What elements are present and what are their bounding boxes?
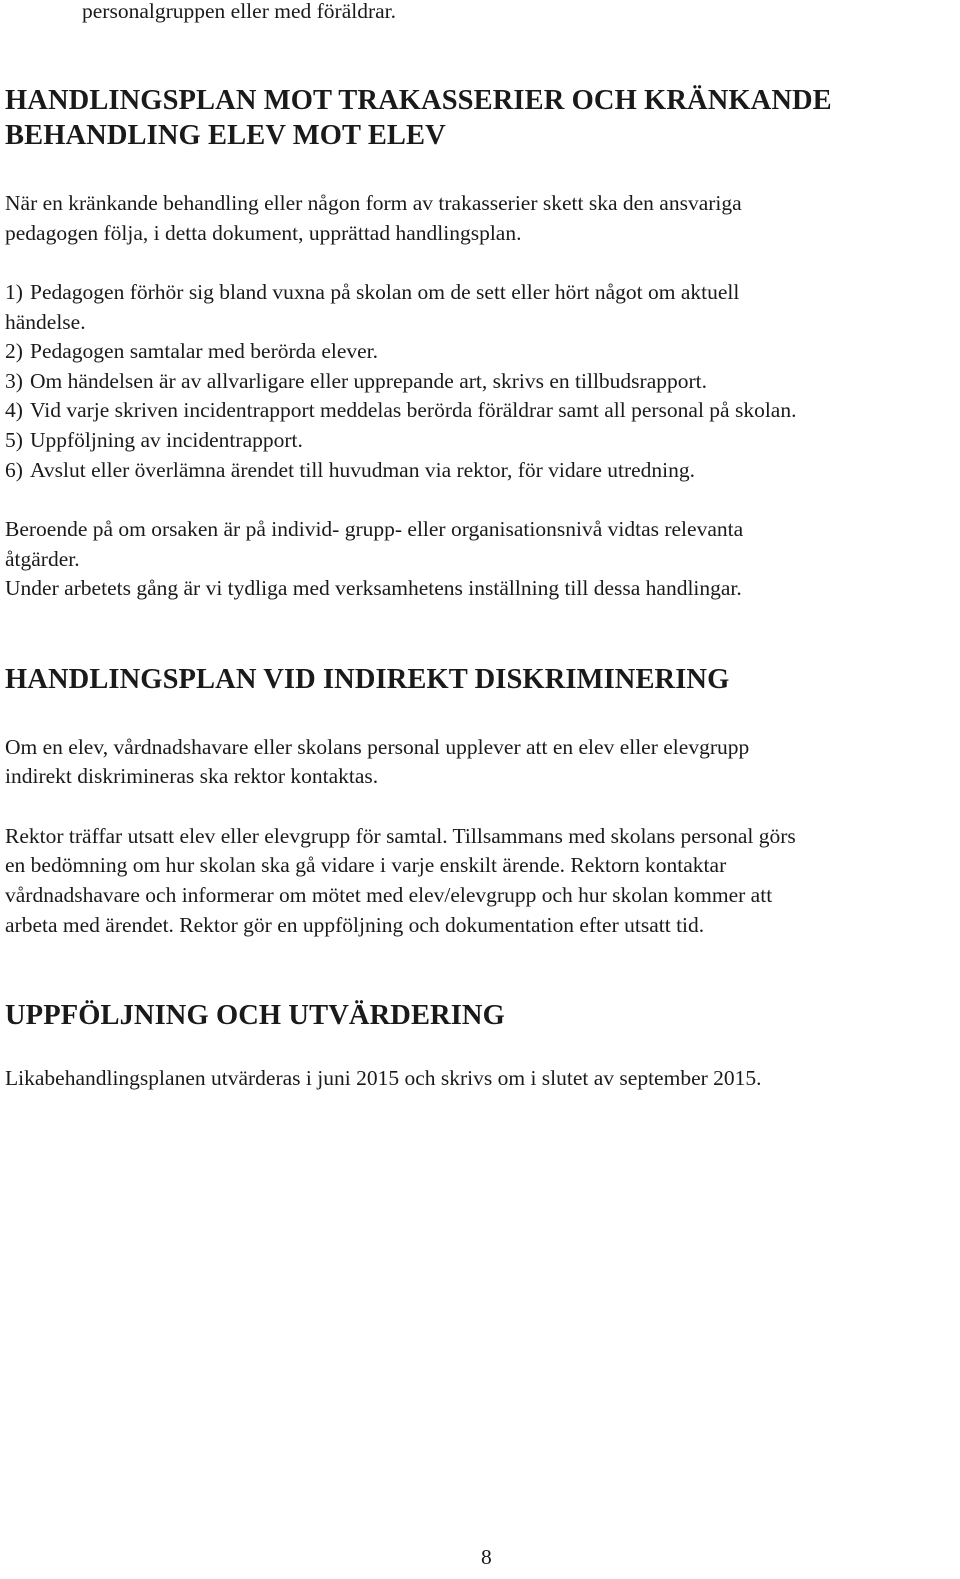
intro-text-line2: pedagogen följa, i detta dokument, upprättad handlingsplan. bbox=[5, 221, 522, 245]
section-heading-indirekt-diskriminering: HANDLINGSPLAN VID INDIREKT DISKRIMINERING bbox=[5, 664, 730, 695]
paragraph-line: Likabehandlingsplanen utvärderas i juni 2015 och skrivs om i slutet av september 2015. bbox=[5, 1066, 762, 1090]
list-number: 6) bbox=[5, 458, 23, 482]
list-text: Pedagogen förhör sig bland vuxna på skolan om de sett eller hört något om aktuell bbox=[30, 280, 740, 304]
list-number: 4) bbox=[5, 398, 23, 422]
outro-text-line3: Under arbetets gång är vi tydliga med verksamhetens inställning till dessa handlingar. bbox=[5, 576, 742, 600]
list-number: 2) bbox=[5, 339, 23, 363]
section-heading-trakasserier-line1: HANDLINGSPLAN MOT TRAKASSERIER OCH KRÄNKANDE bbox=[5, 85, 832, 116]
list-text: Vid varje skriven incidentrapport meddelas berörda föräldrar samt all personal på skolan. bbox=[30, 398, 797, 422]
paragraph-line: Om en elev, vårdnadshavare eller skolans personal upplever att en elev eller elevgrupp bbox=[5, 735, 750, 759]
paragraph-line: Rektor träffar utsatt elev eller elevgrupp för samtal. Tillsammans med skolans personal görs bbox=[5, 824, 796, 848]
list-item bbox=[5, 455, 695, 485]
list-item bbox=[5, 277, 739, 307]
outro-text-line2: åtgärder. bbox=[5, 547, 80, 571]
intro-text-line1: När en kränkande behandling eller någon form av trakasserier skett ska den ansvariga bbox=[5, 191, 742, 215]
list-number: 1) bbox=[5, 280, 23, 304]
list-item-continuation: händelse. bbox=[5, 310, 86, 334]
list-item bbox=[5, 425, 303, 455]
list-text: Avslut eller överlämna ärendet till huvudman via rektor, för vidare utredning. bbox=[30, 458, 696, 482]
paragraph-line: en bedömning om hur skolan ska gå vidare i varje enskilt ärende. Rektorn kontaktar bbox=[5, 853, 727, 877]
list-number: 5) bbox=[5, 428, 23, 452]
paragraph-line: arbeta med ärendet. Rektor gör en uppföljning och dokumentation efter utsatt tid. bbox=[5, 913, 705, 937]
list-number: 3) bbox=[5, 369, 23, 393]
list-item bbox=[5, 395, 796, 425]
section-heading-trakasserier-line2: BEHANDLING ELEV MOT ELEV bbox=[5, 120, 446, 151]
previous-paragraph-fragment: personalgruppen eller med föräldrar. bbox=[82, 0, 397, 23]
page-number: 8 bbox=[481, 1545, 492, 1569]
list-item bbox=[5, 336, 378, 366]
paragraph-line: vårdnadshavare och informerar om mötet med elev/elevgrupp och hur skolan kommer att bbox=[5, 883, 773, 907]
list-text: Pedagogen samtalar med berörda elever. bbox=[30, 339, 379, 363]
list-text: Uppföljning av incidentrapport. bbox=[30, 428, 303, 452]
list-text: Om händelsen är av allvarligare eller upprepande art, skrivs en tillbudsrapport. bbox=[30, 369, 708, 393]
list-item bbox=[5, 366, 707, 396]
outro-text-line1: Beroende på om orsaken är på individ- grupp- eller organisationsnivå vidtas relevanta bbox=[5, 517, 744, 541]
section-heading-uppfoljning: UPPFÖLJNING OCH UTVÄRDERING bbox=[5, 1000, 505, 1031]
paragraph-line: indirekt diskrimineras ska rektor kontaktas. bbox=[5, 764, 379, 788]
